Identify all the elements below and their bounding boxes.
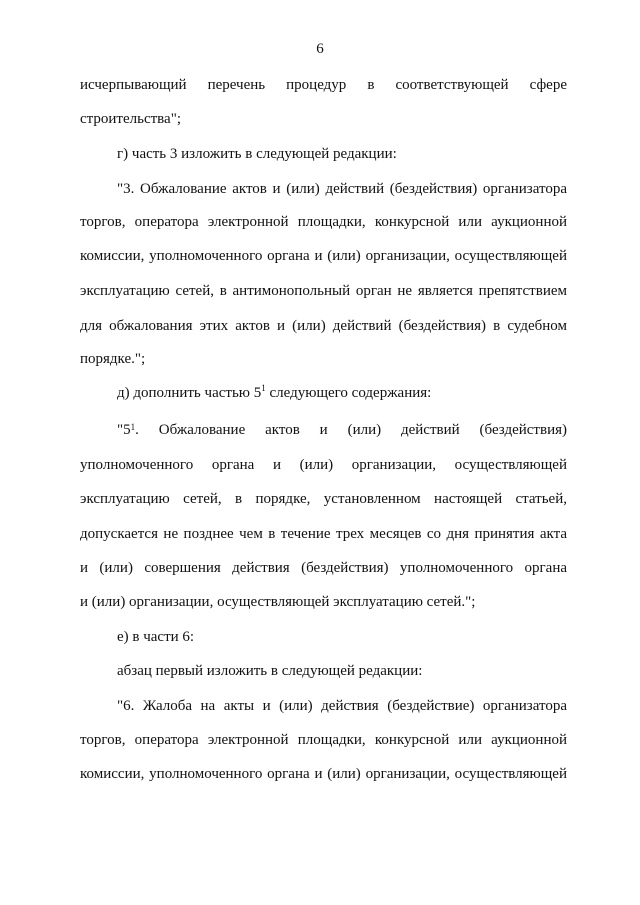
text-line: е) в части 6: — [117, 629, 195, 645]
page-number: 6 — [316, 41, 324, 57]
text-line: комиссии, уполномоченного органа и (или) организации, осуществляющей — [80, 248, 567, 264]
superscript: 1 — [261, 383, 266, 393]
text-line: торгов, оператора электронной площадки, конкурсной или аукционной — [80, 732, 567, 748]
text-line: комиссии, уполномоченного органа и (или) организации, осуществляющей — [80, 766, 567, 782]
text-line: уполномоченного органа и (или) организации, осуществляющей — [80, 457, 567, 473]
text-line: абзац первый изложить в следующей редакции: — [117, 663, 423, 679]
text-fragment: д) дополнить частью 5 — [117, 385, 262, 401]
text-line-with-superscript — [117, 421, 567, 439]
text-line: "3. Обжалование актов и (или) действий (бездействия) организатора — [117, 181, 567, 197]
text-line: и (или) организации, осуществляющей эксплуатацию сетей."; — [80, 594, 476, 610]
superscript: 1 — [130, 422, 136, 432]
text-fragment: следующего содержания: — [265, 385, 432, 401]
text-line: для обжалования этих актов и (или) действий (бездействия) в судебном — [80, 318, 567, 334]
text-line: торгов, оператора электронной площадки, конкурсной или аукционной — [80, 214, 567, 230]
text-line: эксплуатацию сетей, в антимонопольный орган не является препятствием — [80, 283, 567, 299]
text-line: эксплуатацию сетей, в порядке, установленном настоящей статьей, — [80, 491, 567, 507]
text-line: "6. Жалоба на акты и (или) действия (бездействие) организатора — [117, 698, 567, 714]
text-line-with-superscript — [117, 384, 567, 402]
text-line: допускается не позднее чем в течение трех месяцев со дня принятия акта — [80, 526, 567, 542]
text-line: г) часть 3 изложить в следующей редакции: — [117, 146, 397, 162]
text-line: строительства"; — [80, 111, 182, 127]
text-line: и (или) совершения действия (бездействия) уполномоченного органа — [80, 560, 567, 576]
text-fragment: . Обжалование актов и (или) действий (бездействия) — [135, 422, 567, 438]
text-line: исчерпывающий перечень процедур в соответствующей сфере — [80, 77, 567, 93]
text-fragment: "5 — [117, 422, 131, 438]
text-line: порядке."; — [80, 351, 146, 367]
